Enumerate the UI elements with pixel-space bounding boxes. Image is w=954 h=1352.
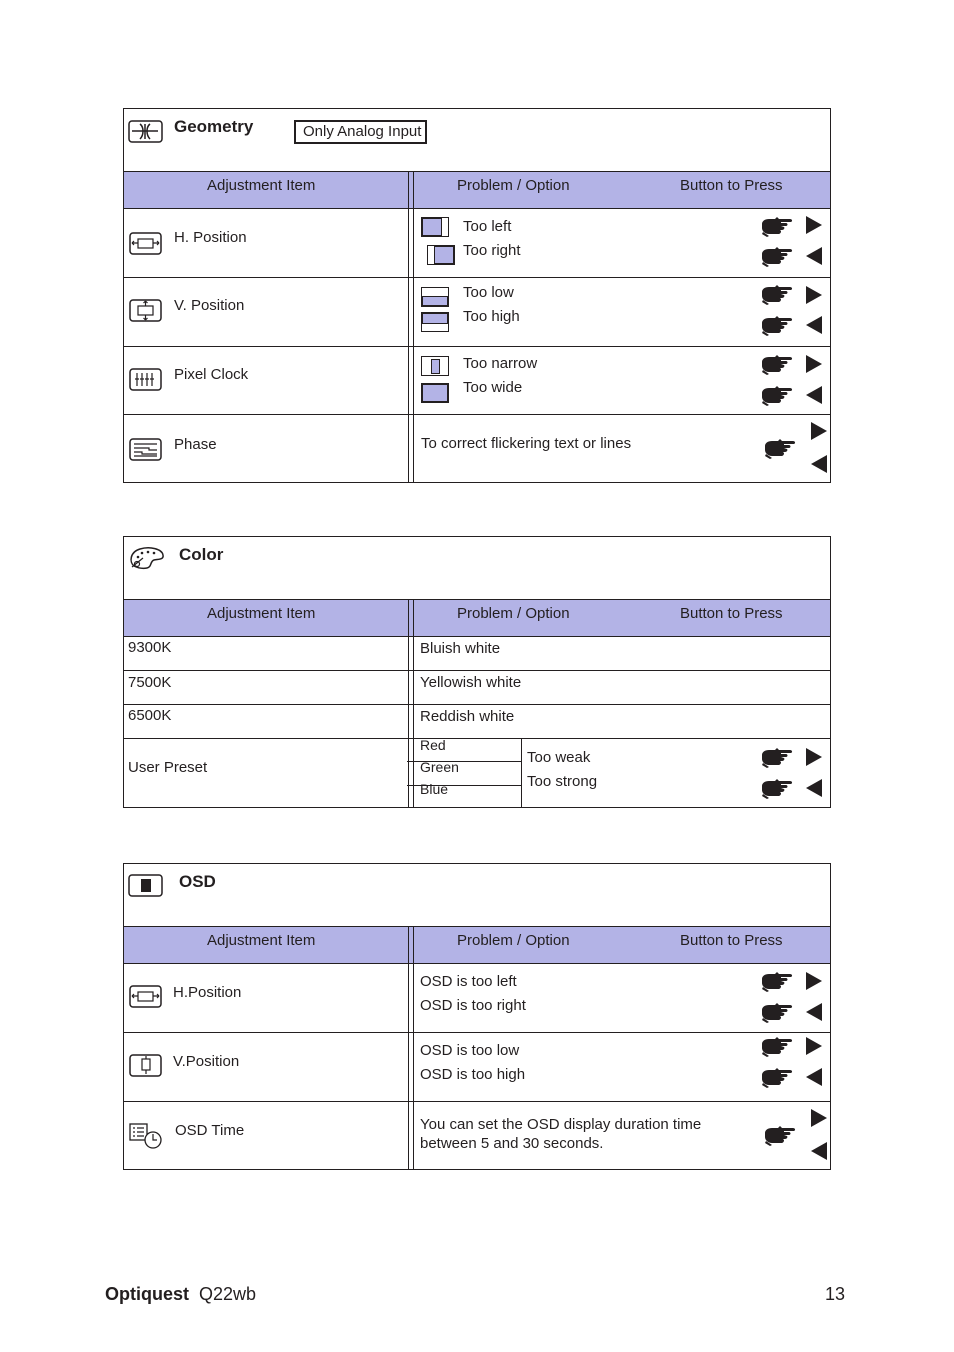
too-high-diagram (421, 312, 449, 332)
osd-title-row (124, 864, 830, 927)
option-2: Too right (463, 242, 521, 259)
osd-v-position-icon (129, 1053, 163, 1079)
option-1: Too low (463, 284, 514, 301)
hand-icon (760, 246, 794, 268)
color-header (124, 600, 830, 637)
item-label: Phase (174, 436, 217, 453)
left-arrow-button-icon[interactable] (806, 247, 824, 267)
color-table (123, 536, 831, 808)
item-label: V.Position (173, 1053, 240, 1070)
left-arrow-button-icon[interactable] (811, 455, 829, 475)
geometry-title-row (124, 109, 830, 172)
header-button-to-press: Button to Press (680, 177, 783, 194)
hand-icon (760, 1002, 794, 1024)
channel-red: Red (420, 737, 446, 753)
too-narrow-diagram (421, 356, 449, 376)
option-1: Too left (463, 218, 512, 235)
item-label: User Preset (128, 759, 208, 776)
item-label: H. Position (174, 229, 247, 246)
hand-icon (760, 216, 794, 238)
osd-h-position-icon (129, 984, 163, 1010)
left-arrow-button-icon[interactable] (806, 1068, 824, 1088)
option-2: between 5 and 30 seconds. (420, 1135, 604, 1152)
right-arrow-button-icon[interactable] (806, 748, 824, 768)
option-2: OSD is too high (420, 1066, 526, 1083)
option-1: You can set the OSD display duration time (420, 1116, 702, 1133)
h-position-icon (129, 231, 163, 257)
geometry-icon (128, 119, 164, 145)
geometry-table (123, 108, 831, 483)
hand-icon (760, 385, 794, 407)
hand-icon (760, 1036, 794, 1058)
left-arrow-button-icon[interactable] (806, 1003, 824, 1023)
item-label: 6500K (128, 707, 172, 724)
option-1: Too weak (527, 749, 591, 766)
osd-row-v-position (124, 1033, 830, 1102)
option-2: Too wide (463, 379, 523, 396)
phase-icon (129, 437, 163, 463)
geometry-row-pixel-clock (124, 347, 830, 415)
footer-brand (105, 1284, 256, 1305)
too-left-diagram (421, 217, 449, 237)
hand-icon (760, 1067, 794, 1089)
option-2: Too high (463, 308, 520, 325)
header-adjustment-item: Adjustment Item (207, 605, 316, 622)
osd-table (123, 863, 831, 1170)
osd-title: OSD (179, 872, 216, 891)
item-label: Pixel Clock (174, 366, 249, 383)
option-1: Yellowish white (420, 674, 522, 691)
item-label: H.Position (173, 984, 242, 1001)
right-arrow-button-icon[interactable] (806, 1037, 824, 1057)
osd-icon (128, 872, 166, 898)
header-adjustment-item: Adjustment Item (207, 177, 316, 194)
left-arrow-button-icon[interactable] (806, 386, 824, 406)
geometry-row-h-position (124, 209, 830, 278)
model-name: Q22wb (199, 1284, 257, 1304)
header-problem-option: Problem / Option (457, 177, 570, 194)
hand-icon (760, 971, 794, 993)
right-arrow-button-icon[interactable] (806, 355, 824, 375)
option-1: Reddish white (420, 708, 515, 725)
analog-only-tag: Only Analog Input (294, 120, 427, 144)
option-1: Bluish white (420, 640, 501, 657)
channel-green: Green (420, 759, 459, 775)
osd-row-h-position (124, 964, 830, 1033)
header-button-to-press: Button to Press (680, 605, 783, 622)
option-1: OSD is too low (420, 1042, 520, 1059)
osd-row-osd-time (124, 1102, 830, 1169)
header-adjustment-item: Adjustment Item (207, 932, 316, 949)
item-label: 9300K (128, 639, 172, 656)
palette-icon (128, 545, 166, 571)
brand-name: Optiquest (105, 1284, 189, 1304)
hand-icon (760, 354, 794, 376)
hand-icon (760, 778, 794, 800)
option-1: Too narrow (463, 355, 538, 372)
option-1: OSD is too left (420, 973, 517, 990)
header-button-to-press: Button to Press (680, 932, 783, 949)
item-label: V. Position (174, 297, 245, 314)
left-arrow-button-icon[interactable] (806, 316, 824, 336)
right-arrow-button-icon[interactable] (806, 286, 824, 306)
hand-icon (760, 747, 794, 769)
too-low-diagram (421, 287, 449, 307)
geometry-title: Geometry (174, 117, 254, 136)
hand-icon (760, 284, 794, 306)
option-1: To correct flickering text or lines (421, 435, 632, 452)
color-row-9300k (124, 637, 830, 671)
right-arrow-button-icon[interactable] (811, 422, 829, 442)
hand-icon (763, 1125, 797, 1147)
right-arrow-button-icon[interactable] (806, 216, 824, 236)
color-row-user-preset (124, 739, 830, 807)
option-2: Too strong (527, 773, 598, 790)
color-title-row (124, 537, 830, 600)
page-number: 13 (825, 1284, 846, 1304)
header-problem-option: Problem / Option (457, 932, 570, 949)
osd-header (124, 927, 830, 964)
too-right-diagram (427, 245, 455, 265)
header-problem-option: Problem / Option (457, 605, 570, 622)
color-title: Color (179, 545, 224, 564)
right-arrow-button-icon[interactable] (806, 972, 824, 992)
item-label: OSD Time (175, 1122, 245, 1139)
item-label: 7500K (128, 674, 172, 691)
geometry-row-phase (124, 415, 830, 482)
color-row-7500k (124, 671, 830, 705)
left-arrow-button-icon[interactable] (806, 779, 824, 799)
hand-icon (760, 315, 794, 337)
option-2: OSD is too right (420, 997, 526, 1014)
hand-icon (763, 438, 797, 460)
channel-blue: Blue (420, 781, 449, 797)
color-row-6500k (124, 705, 830, 739)
left-arrow-button-icon[interactable] (811, 1142, 829, 1162)
v-position-icon (129, 298, 163, 324)
geometry-header (124, 172, 830, 209)
right-arrow-button-icon[interactable] (811, 1109, 829, 1129)
osd-time-icon (129, 1122, 165, 1150)
pixel-clock-icon (129, 367, 163, 393)
geometry-row-v-position (124, 278, 830, 347)
too-wide-diagram (421, 383, 449, 403)
